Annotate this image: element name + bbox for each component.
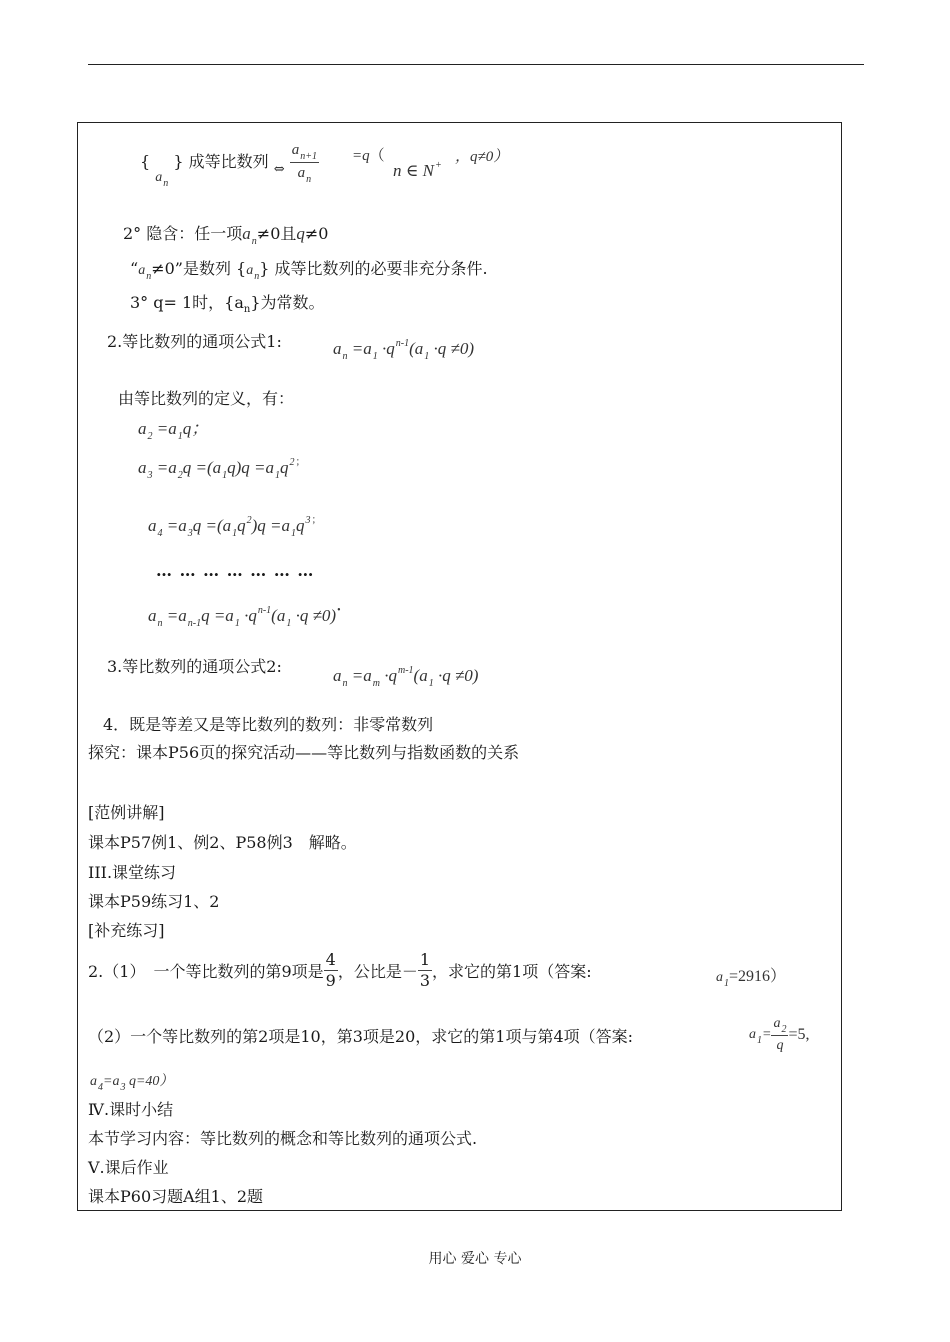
homework-text: 课本P60习题A组1、2题 bbox=[88, 1187, 264, 1206]
supplement-q1: 2.（1） 一个等比数列的第9项是 $\frac{4}{9}$ ，公比是－ $\frac{1}{3}$ ，求它的第1项（答案: bbox=[88, 950, 592, 990]
hidden-condition: 2° 隐含：任一项$a_n\ne 0$且q≠0 bbox=[123, 224, 329, 247]
constant-case: 3° q= 1时，$\{a_n\}$为常数。 bbox=[130, 293, 325, 315]
derivation-line-3: $a_4 =a_3q =(a_1q^2)q =a_1q^{3;}$ bbox=[148, 515, 322, 539]
formula-2: $a_n =a_m \cdot q^{m-1}(a_1 \cdot q \ne 0)$ bbox=[333, 665, 479, 689]
summary-text: 本节学习内容：等比数列的概念和等比数列的通项公式. bbox=[88, 1129, 478, 1148]
examples-text: 课本P57例1、例2、P58例3 解略。 bbox=[88, 833, 357, 852]
supplement-header: [补充练习] bbox=[88, 921, 165, 940]
item-4: 4．既是等差又是等比数列的数列：非零常数列 bbox=[103, 715, 434, 734]
section-3-title: III.课堂练习 bbox=[88, 863, 177, 882]
derivation-ellipsis: … … … … … … … bbox=[156, 561, 315, 580]
section-4-title: Ⅳ.课时小结 bbox=[88, 1100, 174, 1119]
section-5-title: Ⅴ.课后作业 bbox=[88, 1158, 169, 1177]
supplement-q2-answer: $a_4=a_3$ q=40） bbox=[90, 1074, 174, 1093]
derivation-intro: 由等比数列的定义，有： bbox=[118, 389, 295, 408]
examples-header: [范例讲解] bbox=[88, 803, 165, 822]
derivation-line-4: $a_n =a_{n-1}q =a_1 \cdot q^{n-1}(a_1 \cdot q \ne 0)^•$ bbox=[148, 605, 341, 629]
formula-2-label: 3.等比数列的通项公式2: bbox=[107, 657, 282, 676]
header-rule bbox=[88, 64, 864, 65]
necessary-condition: “$a_n\ne 0$”是数列 $\{a_n\}$ 成等比数列的必要非充分条件. bbox=[130, 259, 488, 282]
explore-text: 探究：课本P56页的探究活动——等比数列与指数函数的关系 bbox=[88, 743, 520, 762]
formula-1-label: 2.等比数列的通项公式1: bbox=[107, 332, 282, 351]
definition-line: { $a_n$ } 成等比数列 $_\Leftrightarrow$ $\frac{a_{n+1}}{a_n}$ bbox=[140, 142, 318, 189]
supplement-q2: （2）一个等比数列的第2项是10，第3项是20，求它的第1项与第4项（答案: bbox=[88, 1027, 634, 1046]
derivation-line-1: $a_2 =a_1q$； bbox=[138, 419, 209, 442]
ratio-fraction: $\frac{a_{n+1}}{a_n}$ bbox=[291, 142, 318, 185]
page-footer: 用心 爱心 专心 bbox=[428, 1251, 522, 1267]
derivation-line-2: $a_3 =a_2q =(a_1q)q =a_1q^{2;}$ bbox=[138, 457, 306, 481]
practice-text: 课本P59练习1、2 bbox=[88, 892, 220, 911]
formula-1: $a_n =a_1 \cdot q^{n-1}(a_1 \cdot q \ne 0)$ bbox=[333, 338, 474, 362]
